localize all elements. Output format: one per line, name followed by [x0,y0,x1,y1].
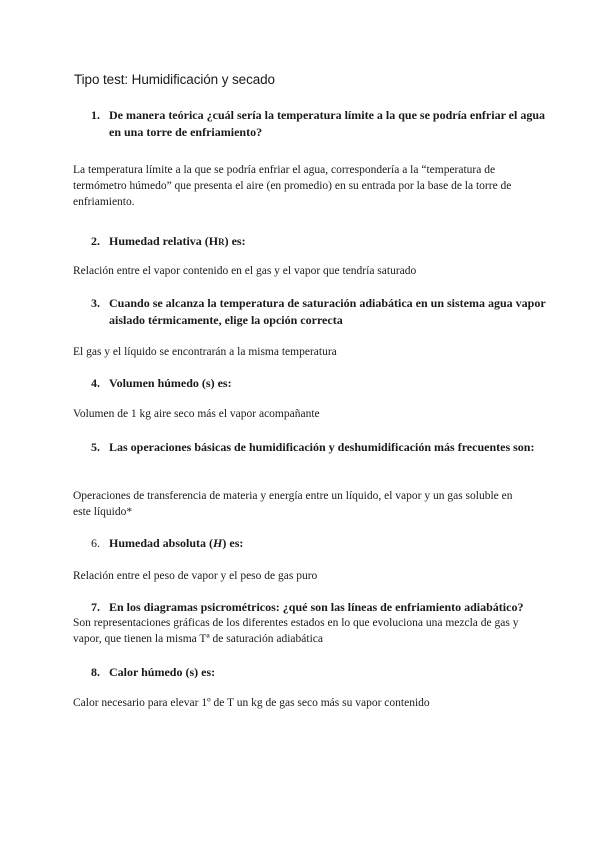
question-text: De manera teórica ¿cuál sería la temperatura límite a la que se podría enfriar el agua en una torre de enfriamiento? [109,108,546,139]
answer-2: Relación entre el vapor contenido en el gas y el vapor que tendría saturado [73,265,417,277]
question-text: Volumen húmedo (s) es: [109,376,232,390]
answer-8: Calor necesario para elevar 1º de T un kg de gas seco más su vapor contenido [73,697,430,709]
question-number: 4. [91,376,100,390]
answer-4: Volumen de 1 kg aire seco más el vapor acompañante [73,408,320,420]
question-text [109,233,551,251]
answer-1: La temperatura límite a la que se podría enfriar el agua, correspondería a la “temperatura de termómetro húmedo” que presenta el aire (en promedio) en su entrada por la base de la torre de enfriamiento. [73,164,512,208]
question-number: 7. [91,600,100,614]
question-text-italic: H [213,536,223,550]
question-8 [91,664,551,681]
question-5 [91,439,551,456]
question-3 [91,295,551,329]
question-text-post: ) es: [224,234,246,248]
question-number: 3. [91,296,100,310]
question-7 [91,599,551,616]
answer-3: El gas y el líquido se encontrarán a la misma temperatura [73,346,337,358]
question-number: 5. [91,440,100,454]
question-number: 8. [91,665,100,679]
question-number: 2. [91,234,100,248]
question-text: Las operaciones básicas de humidificación y deshumidificación más frecuentes son: [109,440,535,454]
question-text-post: ) es: [222,536,244,550]
document-title: Tipo test: Humidificación y secado [74,72,275,87]
answer-5: Operaciones de transferencia de materia y energía entre un líquido, el vapor y un gas soluble en este líquido* [73,490,513,518]
question-text: Calor húmedo (s) es: [109,665,216,679]
question-1 [91,107,551,141]
question-text-subscript: R [218,237,225,247]
question-2 [91,233,551,251]
question-text [109,535,551,552]
question-4 [91,375,551,392]
question-text-pre: Humedad relativa (H [109,234,219,248]
question-text-pre: Humedad absoluta ( [109,536,214,550]
answer-6: Relación entre el peso de vapor y el peso de gas puro [73,570,318,582]
question-number: 1. [91,108,100,122]
question-6 [91,535,551,552]
answer-7: Son representaciones gráficas de los diferentes estados en lo que evoluciona una mezcla de gas y vapor, que tienen la misma Tª de saturación adiabática [73,617,519,645]
question-text: En los diagramas psicrométricos: ¿qué son las líneas de enfriamiento adiabático? [109,600,524,614]
question-number: 6. [91,536,100,550]
question-text: Cuando se alcanza la temperatura de saturación adiabática en un sistema agua vapor aislado térmicamente, elige la opción correcta [109,296,546,327]
